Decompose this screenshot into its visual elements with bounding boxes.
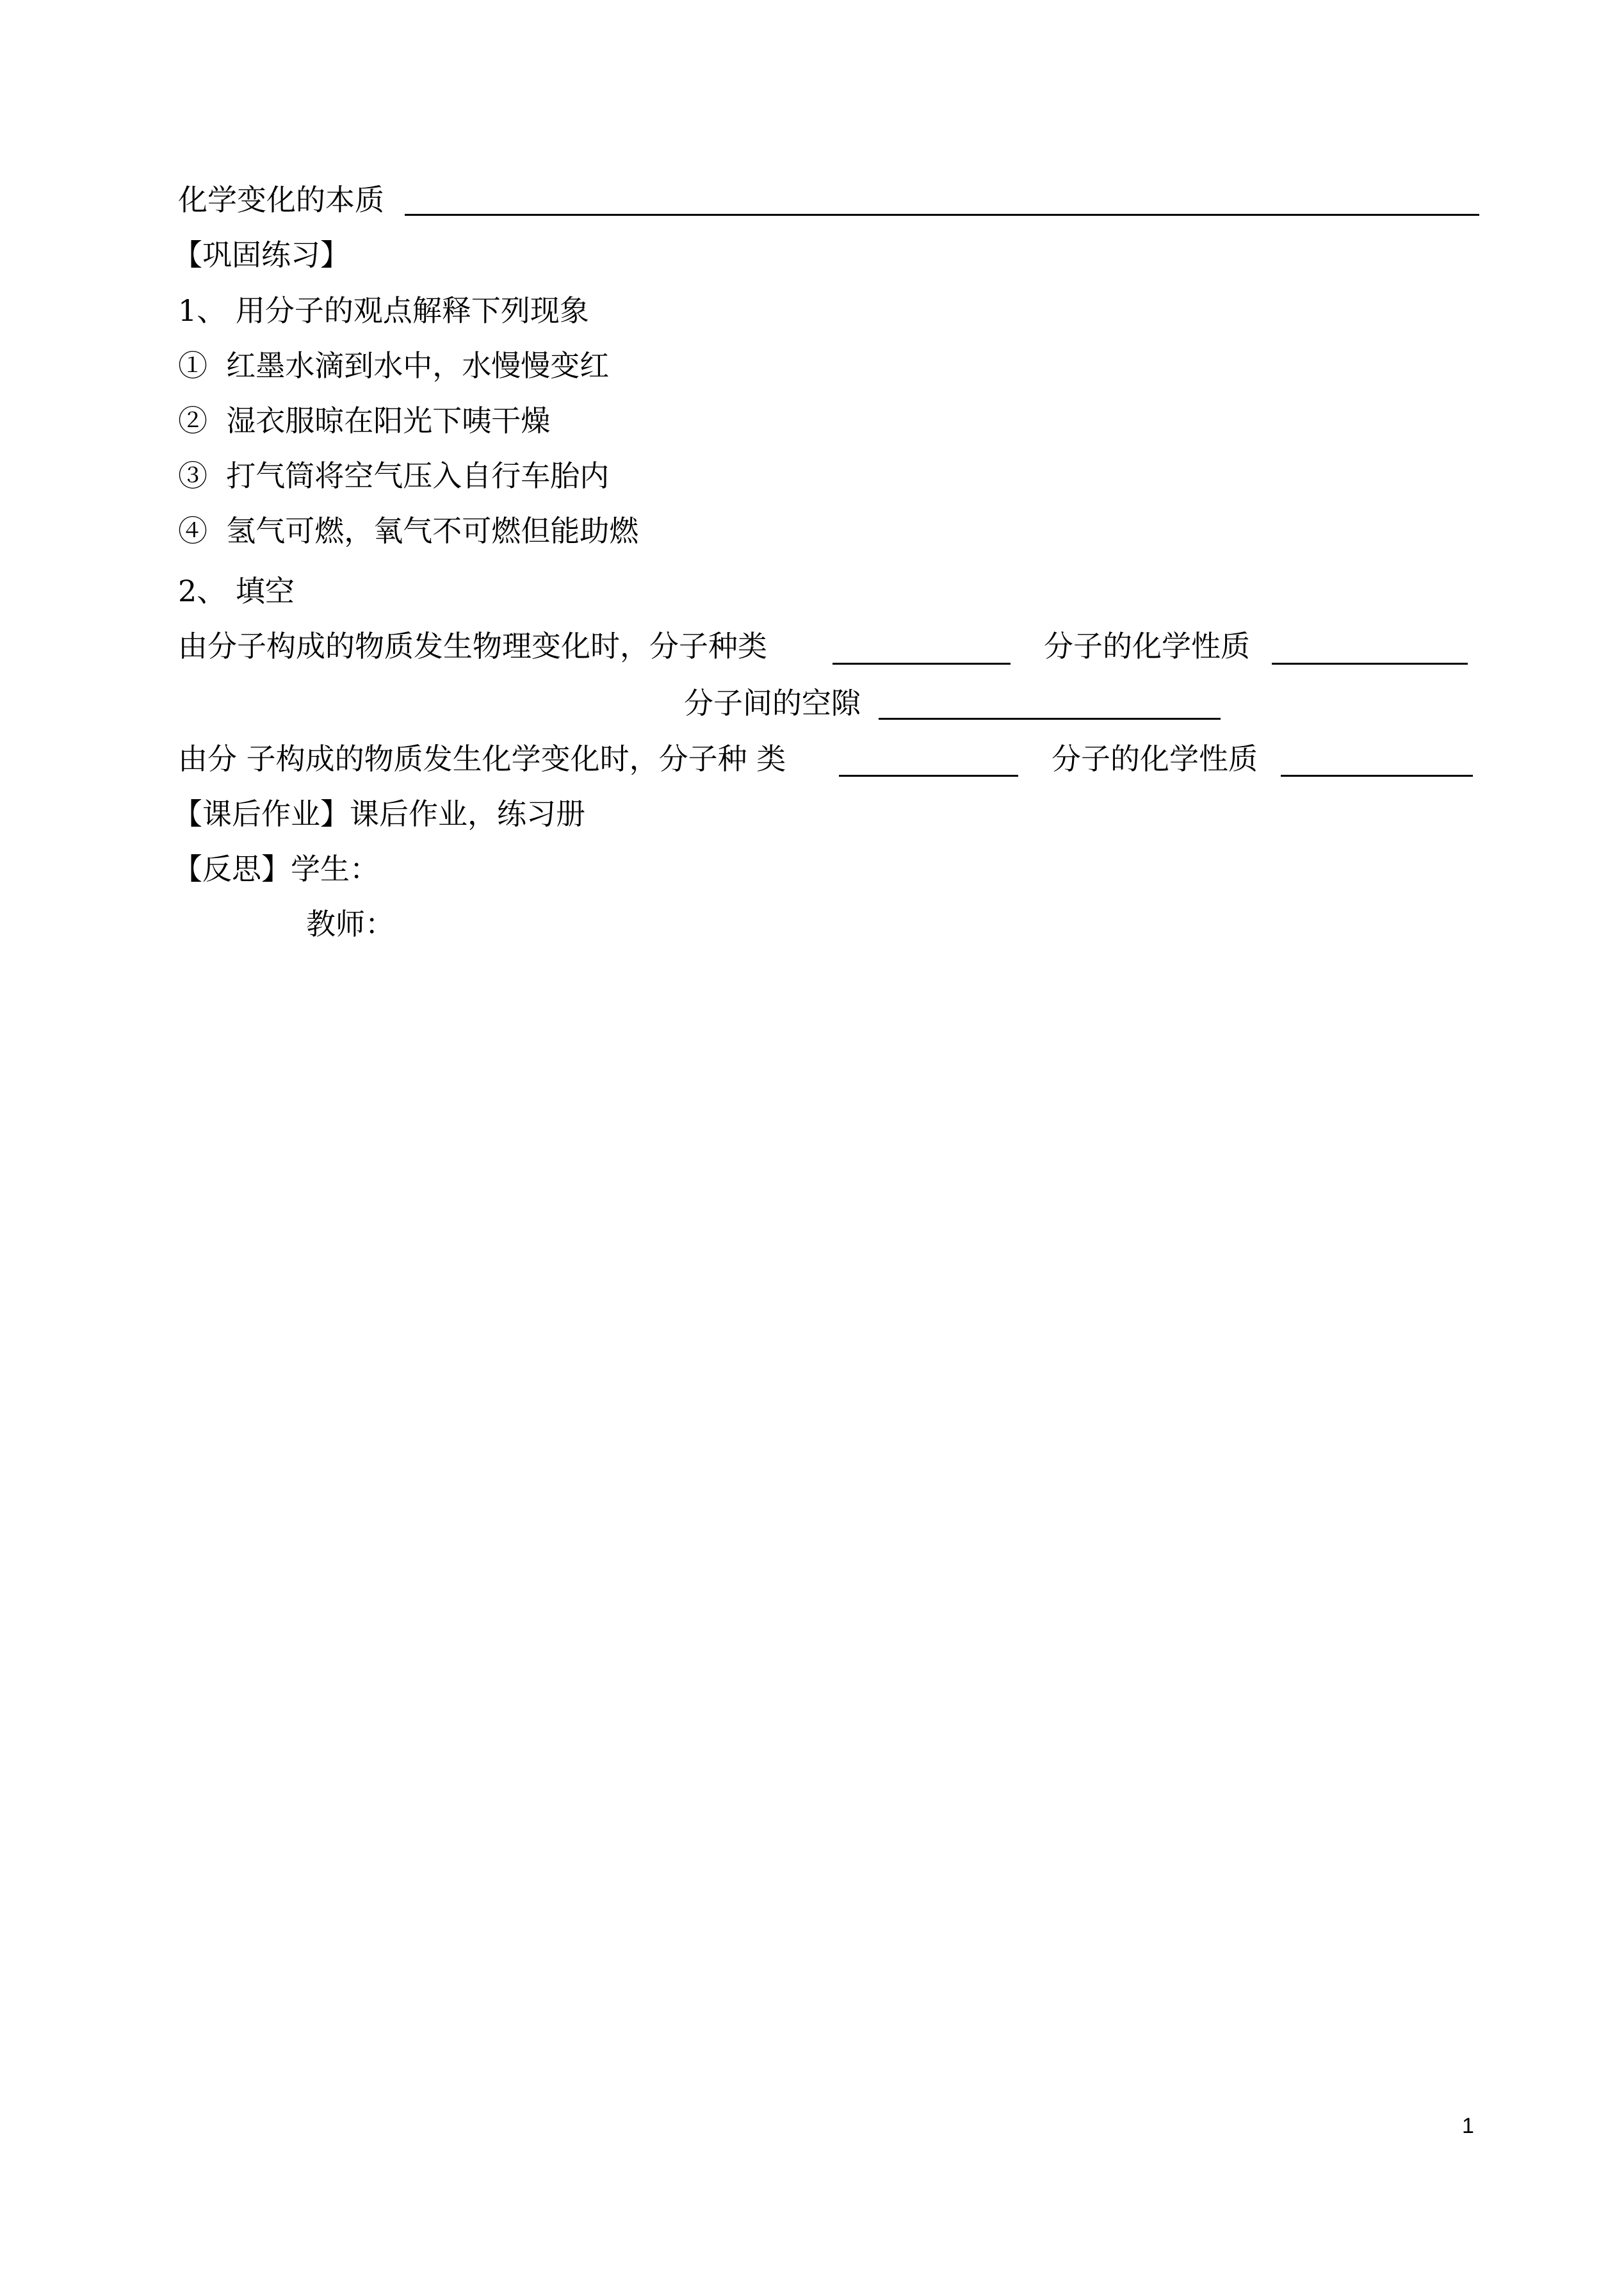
section-practice-heading: 【巩固练习】 bbox=[173, 238, 350, 272]
chemical-change-property-label: 分子的化学性质 bbox=[1052, 742, 1258, 776]
q1-item-2: ② 湿衣服晾在阳光下咦干燥 bbox=[178, 403, 551, 438]
molecular-gap-blank[interactable] bbox=[879, 718, 1221, 720]
physical-change-property-blank[interactable] bbox=[1272, 663, 1468, 665]
reflection-student: 【反思】学生： bbox=[173, 852, 379, 886]
q1-item-4: ④ 氢气可燃，氧气不可燃但能助燃 bbox=[178, 514, 639, 548]
reflection-teacher: 教师： bbox=[306, 907, 394, 941]
chemical-change-property-blank[interactable] bbox=[1281, 775, 1473, 777]
q1-item-1: ① 红墨水滴到水中，水慢慢变红 bbox=[178, 348, 610, 383]
q1-title: 1、 用分子的观点解释下列现象 bbox=[178, 293, 589, 328]
essence-blank[interactable] bbox=[405, 214, 1479, 216]
physical-change-kind-blank[interactable] bbox=[832, 663, 1011, 665]
q2-title: 2、 填空 bbox=[178, 574, 295, 608]
physical-change-kind-label: 由分子构成的物质发生物理变化时，分子种类 bbox=[178, 629, 767, 663]
chemical-change-kind-blank[interactable] bbox=[839, 775, 1018, 777]
physical-change-property-label: 分子的化学性质 bbox=[1044, 629, 1250, 663]
homework-line: 【课后作业】课后作业，练习册 bbox=[173, 797, 585, 831]
page-number: 1 bbox=[1462, 2114, 1474, 2138]
essence-label: 化学变化的本质 bbox=[178, 182, 384, 217]
chemical-change-kind-label: 由分 子构成的物质发生化学变化时，分子种 类 bbox=[178, 742, 786, 776]
q1-item-3: ③ 打气筒将空气压入自行车胎内 bbox=[178, 458, 610, 493]
molecular-gap-label: 分子间的空隙 bbox=[684, 686, 861, 720]
